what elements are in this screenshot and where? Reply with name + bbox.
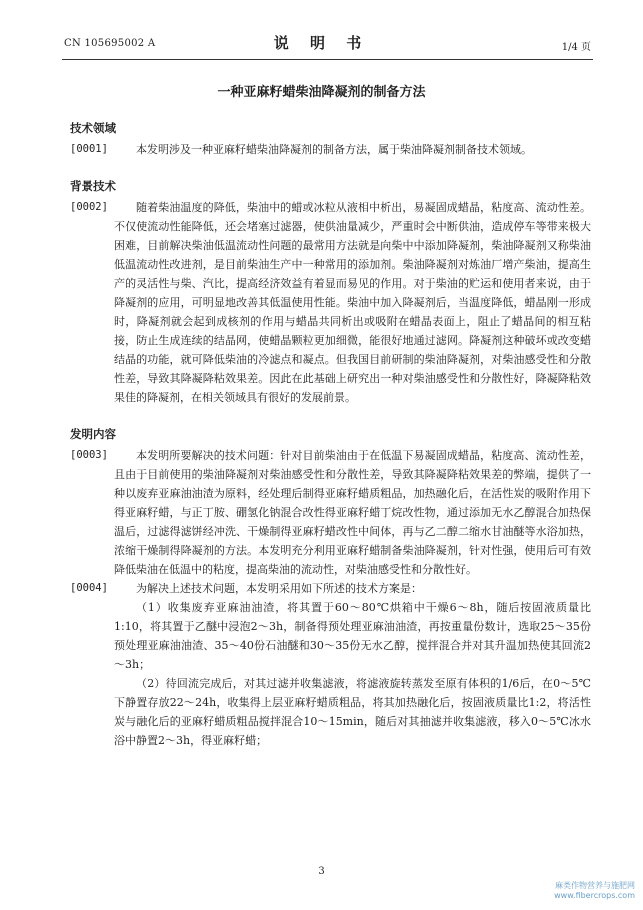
watermark-site-name: 麻类作物营养与施肥网 bbox=[555, 881, 635, 890]
step-2-text: （2）待回流完成后，对其过滤并收集滤液，将滤液旋转蒸发至原有体积的1/6后，在0～5℃下静置存放22～24h，收集得上层亚麻籽蜡质粗品，将其加热融化后，按固液质量比1:2，将活性炭与融化后的亚麻籽蜡质粗品搅拌混合10～15min，随后对其抽滤并收集滤液，移入0～5℃冰水浴中静置2～3h，得亚麻籽蜡； bbox=[114, 677, 591, 747]
document-body bbox=[70, 119, 591, 750]
page-number: 3 bbox=[318, 866, 325, 877]
section-heading-invention: 发明内容 bbox=[70, 427, 116, 441]
page-indicator: 1/4 页 bbox=[561, 42, 591, 53]
patent-number: CN 105695002 A bbox=[64, 38, 156, 49]
paragraph-number: [0004] bbox=[70, 582, 108, 594]
paragraph-number: [0003] bbox=[70, 449, 108, 461]
section-heading-background: 背景技术 bbox=[70, 179, 116, 193]
paragraph-text: 为解决上述技术问题，本发明采用如下所述的技术方案是： bbox=[136, 582, 422, 595]
paragraph-0004 bbox=[70, 579, 591, 750]
document-type-heading: 说 明 书 bbox=[273, 34, 370, 52]
paragraph-text: 随着柴油温度的降低，柴油中的蜡或冰粒从液相中析出，易凝固成蜡晶，粘度高、流动性差。不仅使流动性能降低，还会堵塞过滤器，使供油量减少，严重时会中断供油，造成停车等带来极大困难，目前解决柴油低温流动性问题的最常用方法就是向柴中中添加降凝剂，柴油降凝剂又称柴油低温流动性改进剂，是目前柴油生产中一种常用的添加剂。柴油降凝剂对炼油厂增产柴油，提高生产的灵活性与柴、汽比，提高经济效益有着显而易见的作用。对于柴油的贮运和使用者来说，由于降凝剂的应用，可明显地改善其低温使用性能。柴油中加入降凝剂后，当温度降低，蜡晶刚一形成时，降凝剂就会起到成核剂的作用与蜡晶共同析出或吸附在蜡晶表面上，阻止了蜡晶间的相互粘接，防止生成连续的结晶网，使蜡晶颗粒更加细微，能很好地通过滤网。降凝剂这种破坏或改变蜡结晶的功能，就可降低柴油的冷滤点和凝点。但我国目前研制的柴油降凝剂，对柴油感受性和分散性差，导致其降凝降粘效果差。因此在此基础上研究出一种对柴油感受性和分散性好，降凝降粘效果佳的降凝剂，在相关领域具有很好的发展前景。 bbox=[114, 201, 591, 404]
paragraph-number: [0002] bbox=[70, 201, 108, 213]
watermark-url: www.fibercrops.com bbox=[554, 891, 635, 900]
step-1-text: （1）收集废弃亚麻油油渣，将其置于60～80℃烘箱中干燥6～8h，随后按固液质量比1:10，将其置于乙醚中浸泡2～3h，制备得预处理亚麻油油渣，再按重量份数计，选取25～35份预处理亚麻油油渣、35～40份石油醚和30～35份无水乙醇，搅拌混合并对其升温加热使其回流2～3h； bbox=[114, 601, 591, 671]
paragraph-text: 本发明所要解决的技术问题：针对目前柴油由于在低温下易凝固成蜡晶，粘度高、流动性差，且由于目前使用的柴油降凝剂对柴油感受性和分散性差，导致其降凝降粘效果差的弊端，提供了一种以废弃亚麻油油渣为原料，经处理后制得亚麻籽蜡质粗品，加热融化后，在活性炭的吸附作用下得亚麻籽蜡，与正丁胺、硼氢化钠混合改性得亚麻籽蜡丁烷改性物，通过添加无水乙醇混合加热保温后，过滤得滤饼经冲洗、干燥制得亚麻籽蜡改性中间体，再与乙二醇二缩水甘油醚等水浴加热，浓缩干燥制得降凝剂的方法。本发明充分利用亚麻籽蜡制备柴油降凝剂，针对性强，使用后可有效降低柴油在低温中的粘度，提高柴油的流动性，对柴油感受性和分散性好。 bbox=[114, 449, 591, 576]
paragraph-0002 bbox=[70, 198, 591, 407]
paragraph-text: 本发明涉及一种亚麻籽蜡柴油降凝剂的制备方法，属于柴油降凝剂制备技术领域。 bbox=[136, 143, 532, 156]
section-heading-tech-field: 技术领域 bbox=[70, 121, 116, 135]
document-title: 一种亚麻籽蜡柴油降凝剂的制备方法 bbox=[217, 85, 426, 100]
paragraph-number: [0001] bbox=[70, 143, 108, 155]
header-divider bbox=[62, 59, 593, 60]
watermark bbox=[554, 881, 635, 901]
paragraph-0003 bbox=[70, 446, 591, 579]
paragraph-0001 bbox=[70, 140, 591, 159]
